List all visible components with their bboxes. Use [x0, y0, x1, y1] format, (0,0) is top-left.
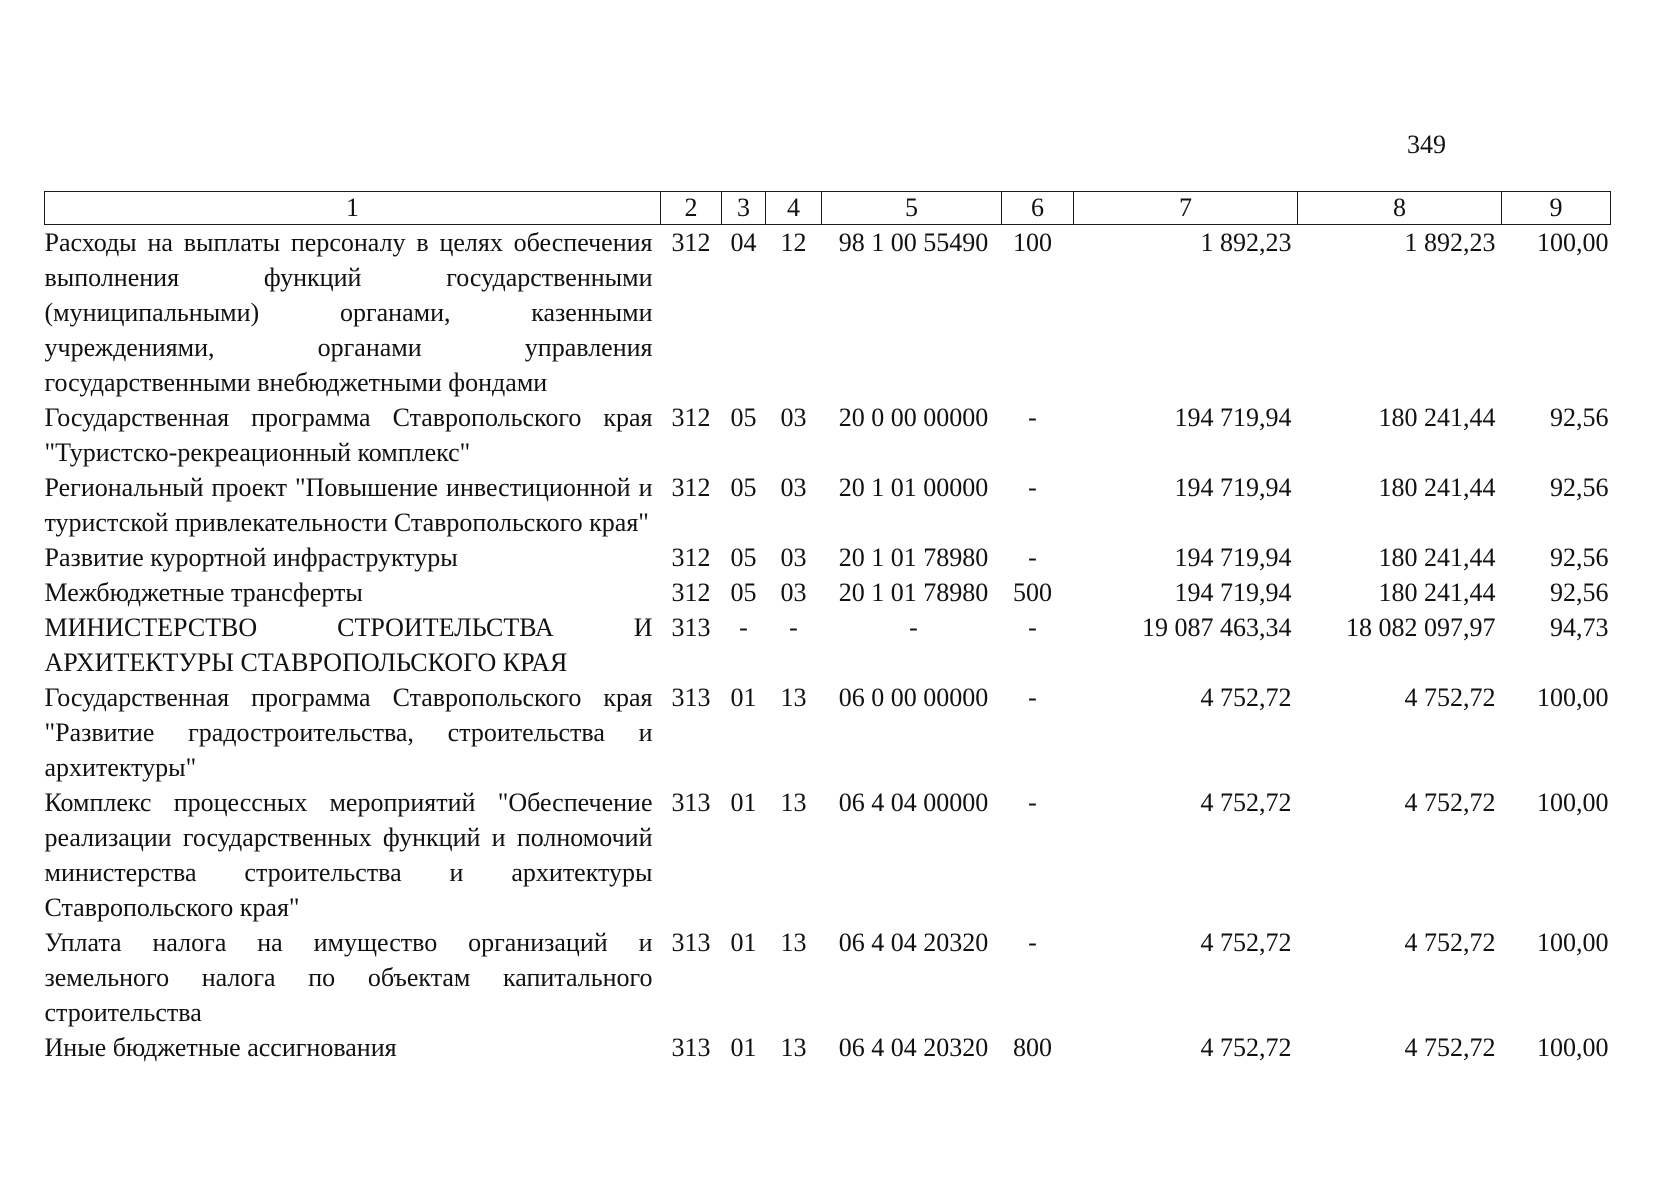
cell-amount-planned: 1 892,23	[1200, 228, 1292, 257]
cell-target-item: 20 1 01 78980	[838, 543, 989, 572]
cell-amount-planned: 194 719,94	[1174, 473, 1292, 502]
cell-expense-type: -	[1028, 788, 1037, 817]
table-row	[45, 610, 1611, 680]
row-name: Государственная программа Ставропольского края "Туристско-рекреационный комплекс"	[44, 403, 653, 467]
cell-ministry-code: 313	[671, 928, 711, 957]
cell-expense-type: -	[1028, 543, 1037, 572]
cell-amount-planned: 194 719,94	[1174, 403, 1292, 432]
cell-expense-type: -	[1028, 403, 1037, 432]
cell-percent: 100,00	[1537, 228, 1609, 257]
cell-subsection: 13	[780, 788, 807, 817]
cell-amount-planned: 4 752,72	[1200, 1033, 1292, 1062]
cell-target-item: 06 4 04 20320	[838, 1033, 989, 1062]
page-number: 349	[1407, 130, 1446, 159]
cell-percent: 100,00	[1537, 928, 1609, 957]
row-name: Комплекс процессных мероприятий "Обеспечение реализации государственных функций и полномочий министерства строительства и архитектуры Ставропольского края"	[44, 788, 653, 922]
column-header: 6	[1002, 192, 1074, 225]
budget-table	[44, 191, 1611, 1065]
cell-amount-planned: 19 087 463,34	[1142, 613, 1292, 642]
table-row	[45, 470, 1611, 540]
cell-subsection: 13	[780, 928, 807, 957]
cell-expense-type: -	[1028, 683, 1037, 712]
cell-amount-executed: 4 752,72	[1404, 788, 1496, 817]
column-header: 2	[661, 192, 722, 225]
table-row	[45, 540, 1611, 575]
table-header	[45, 192, 1611, 225]
cell-section: 01	[730, 683, 757, 712]
row-name: Региональный проект "Повышение инвестиционной и туристской привлекательности Ставропольского края"	[44, 473, 653, 537]
cell-amount-planned: 4 752,72	[1200, 683, 1292, 712]
cell-section: 01	[730, 1033, 757, 1062]
cell-percent: 100,00	[1537, 1033, 1609, 1062]
cell-percent: 92,56	[1550, 543, 1609, 572]
cell-amount-planned: 194 719,94	[1174, 543, 1292, 572]
column-header: 7	[1074, 192, 1298, 225]
cell-subsection: 03	[780, 473, 807, 502]
cell-section: 05	[730, 543, 757, 572]
cell-amount-planned: 4 752,72	[1200, 928, 1292, 957]
cell-subsection: 03	[780, 543, 807, 572]
cell-ministry-code: 312	[671, 578, 711, 607]
table-row	[45, 785, 1611, 925]
cell-percent: 92,56	[1550, 473, 1609, 502]
cell-subsection: -	[789, 613, 798, 642]
cell-expense-type: -	[1028, 613, 1037, 642]
cell-percent: 100,00	[1537, 683, 1609, 712]
row-name: Иные бюджетные ассигнования	[44, 1033, 397, 1062]
cell-amount-executed: 1 892,23	[1404, 228, 1496, 257]
cell-percent: 94,73	[1550, 613, 1609, 642]
cell-section: 05	[730, 578, 757, 607]
cell-section: 01	[730, 928, 757, 957]
table-row	[45, 400, 1611, 470]
table-row	[45, 225, 1611, 401]
cell-target-item: 06 0 00 00000	[838, 683, 989, 712]
cell-expense-type: -	[1028, 928, 1037, 957]
row-name: Уплата налога на имущество организаций и земельного налога по объектам капитального строительства	[44, 928, 653, 1027]
cell-ministry-code: 313	[671, 683, 711, 712]
column-header: 4	[766, 192, 822, 225]
cell-expense-type: 100	[1013, 228, 1052, 257]
row-name: МИНИСТЕРСТВО СТРОИТЕЛЬСТВА И АРХИТЕКТУРЫ СТАВРОПОЛЬСКОГО КРАЯ	[44, 613, 653, 677]
table-row	[45, 680, 1611, 785]
cell-amount-executed: 180 241,44	[1378, 403, 1496, 432]
cell-amount-executed: 180 241,44	[1378, 578, 1496, 607]
cell-ministry-code: 313	[671, 1033, 711, 1062]
cell-amount-executed: 4 752,72	[1404, 928, 1496, 957]
cell-ministry-code: 313	[671, 788, 711, 817]
cell-expense-type: 800	[1013, 1033, 1052, 1062]
table-row	[45, 1030, 1611, 1065]
table-row	[45, 925, 1611, 1030]
cell-ministry-code: 312	[671, 473, 711, 502]
cell-section: 01	[730, 788, 757, 817]
cell-subsection: 03	[780, 403, 807, 432]
cell-amount-executed: 4 752,72	[1404, 683, 1496, 712]
cell-amount-executed: 180 241,44	[1378, 543, 1496, 572]
cell-target-item: 20 1 01 78980	[838, 578, 989, 607]
cell-amount-executed: 4 752,72	[1404, 1033, 1496, 1062]
cell-subsection: 13	[780, 683, 807, 712]
cell-ministry-code: 313	[671, 613, 711, 642]
table-body	[45, 225, 1611, 1066]
cell-target-item: -	[909, 613, 918, 642]
row-name: Государственная программа Ставропольского края "Развитие градостроительства, строительства и архитектуры"	[44, 683, 653, 782]
cell-target-item: 06 4 04 20320	[838, 928, 989, 957]
cell-target-item: 98 1 00 55490	[838, 228, 989, 257]
cell-section: 04	[730, 228, 757, 257]
cell-expense-type: -	[1028, 473, 1037, 502]
cell-section: 05	[730, 403, 757, 432]
cell-percent: 92,56	[1550, 578, 1609, 607]
cell-subsection: 12	[780, 228, 807, 257]
row-name: Развитие курортной инфраструктуры	[44, 543, 458, 572]
cell-amount-planned: 194 719,94	[1174, 578, 1292, 607]
cell-expense-type: 500	[1013, 578, 1052, 607]
column-header: 9	[1502, 192, 1611, 225]
cell-section: -	[739, 613, 748, 642]
row-name: Расходы на выплаты персоналу в целях обеспечения выполнения функций государственными (муниципальными) органами, казенными учреждениями, органами управления государственными внебюджетными фондами	[44, 228, 653, 397]
cell-subsection: 13	[780, 1033, 807, 1062]
cell-target-item: 20 1 01 00000	[838, 473, 989, 502]
cell-amount-planned: 4 752,72	[1200, 788, 1292, 817]
cell-subsection: 03	[780, 578, 807, 607]
row-name: Межбюджетные трансферты	[44, 578, 363, 607]
cell-section: 05	[730, 473, 757, 502]
cell-ministry-code: 312	[671, 403, 711, 432]
cell-percent: 100,00	[1537, 788, 1609, 817]
column-header: 5	[822, 192, 1002, 225]
column-header: 1	[45, 192, 661, 225]
column-header: 3	[722, 192, 766, 225]
column-header: 8	[1298, 192, 1502, 225]
cell-ministry-code: 312	[671, 228, 711, 257]
header-row	[45, 192, 1611, 225]
cell-percent: 92,56	[1550, 403, 1609, 432]
cell-amount-executed: 180 241,44	[1378, 473, 1496, 502]
cell-amount-executed: 18 082 097,97	[1346, 613, 1496, 642]
cell-ministry-code: 312	[671, 543, 711, 572]
cell-target-item: 20 0 00 00000	[838, 403, 989, 432]
cell-target-item: 06 4 04 00000	[838, 788, 989, 817]
table-row	[45, 575, 1611, 610]
